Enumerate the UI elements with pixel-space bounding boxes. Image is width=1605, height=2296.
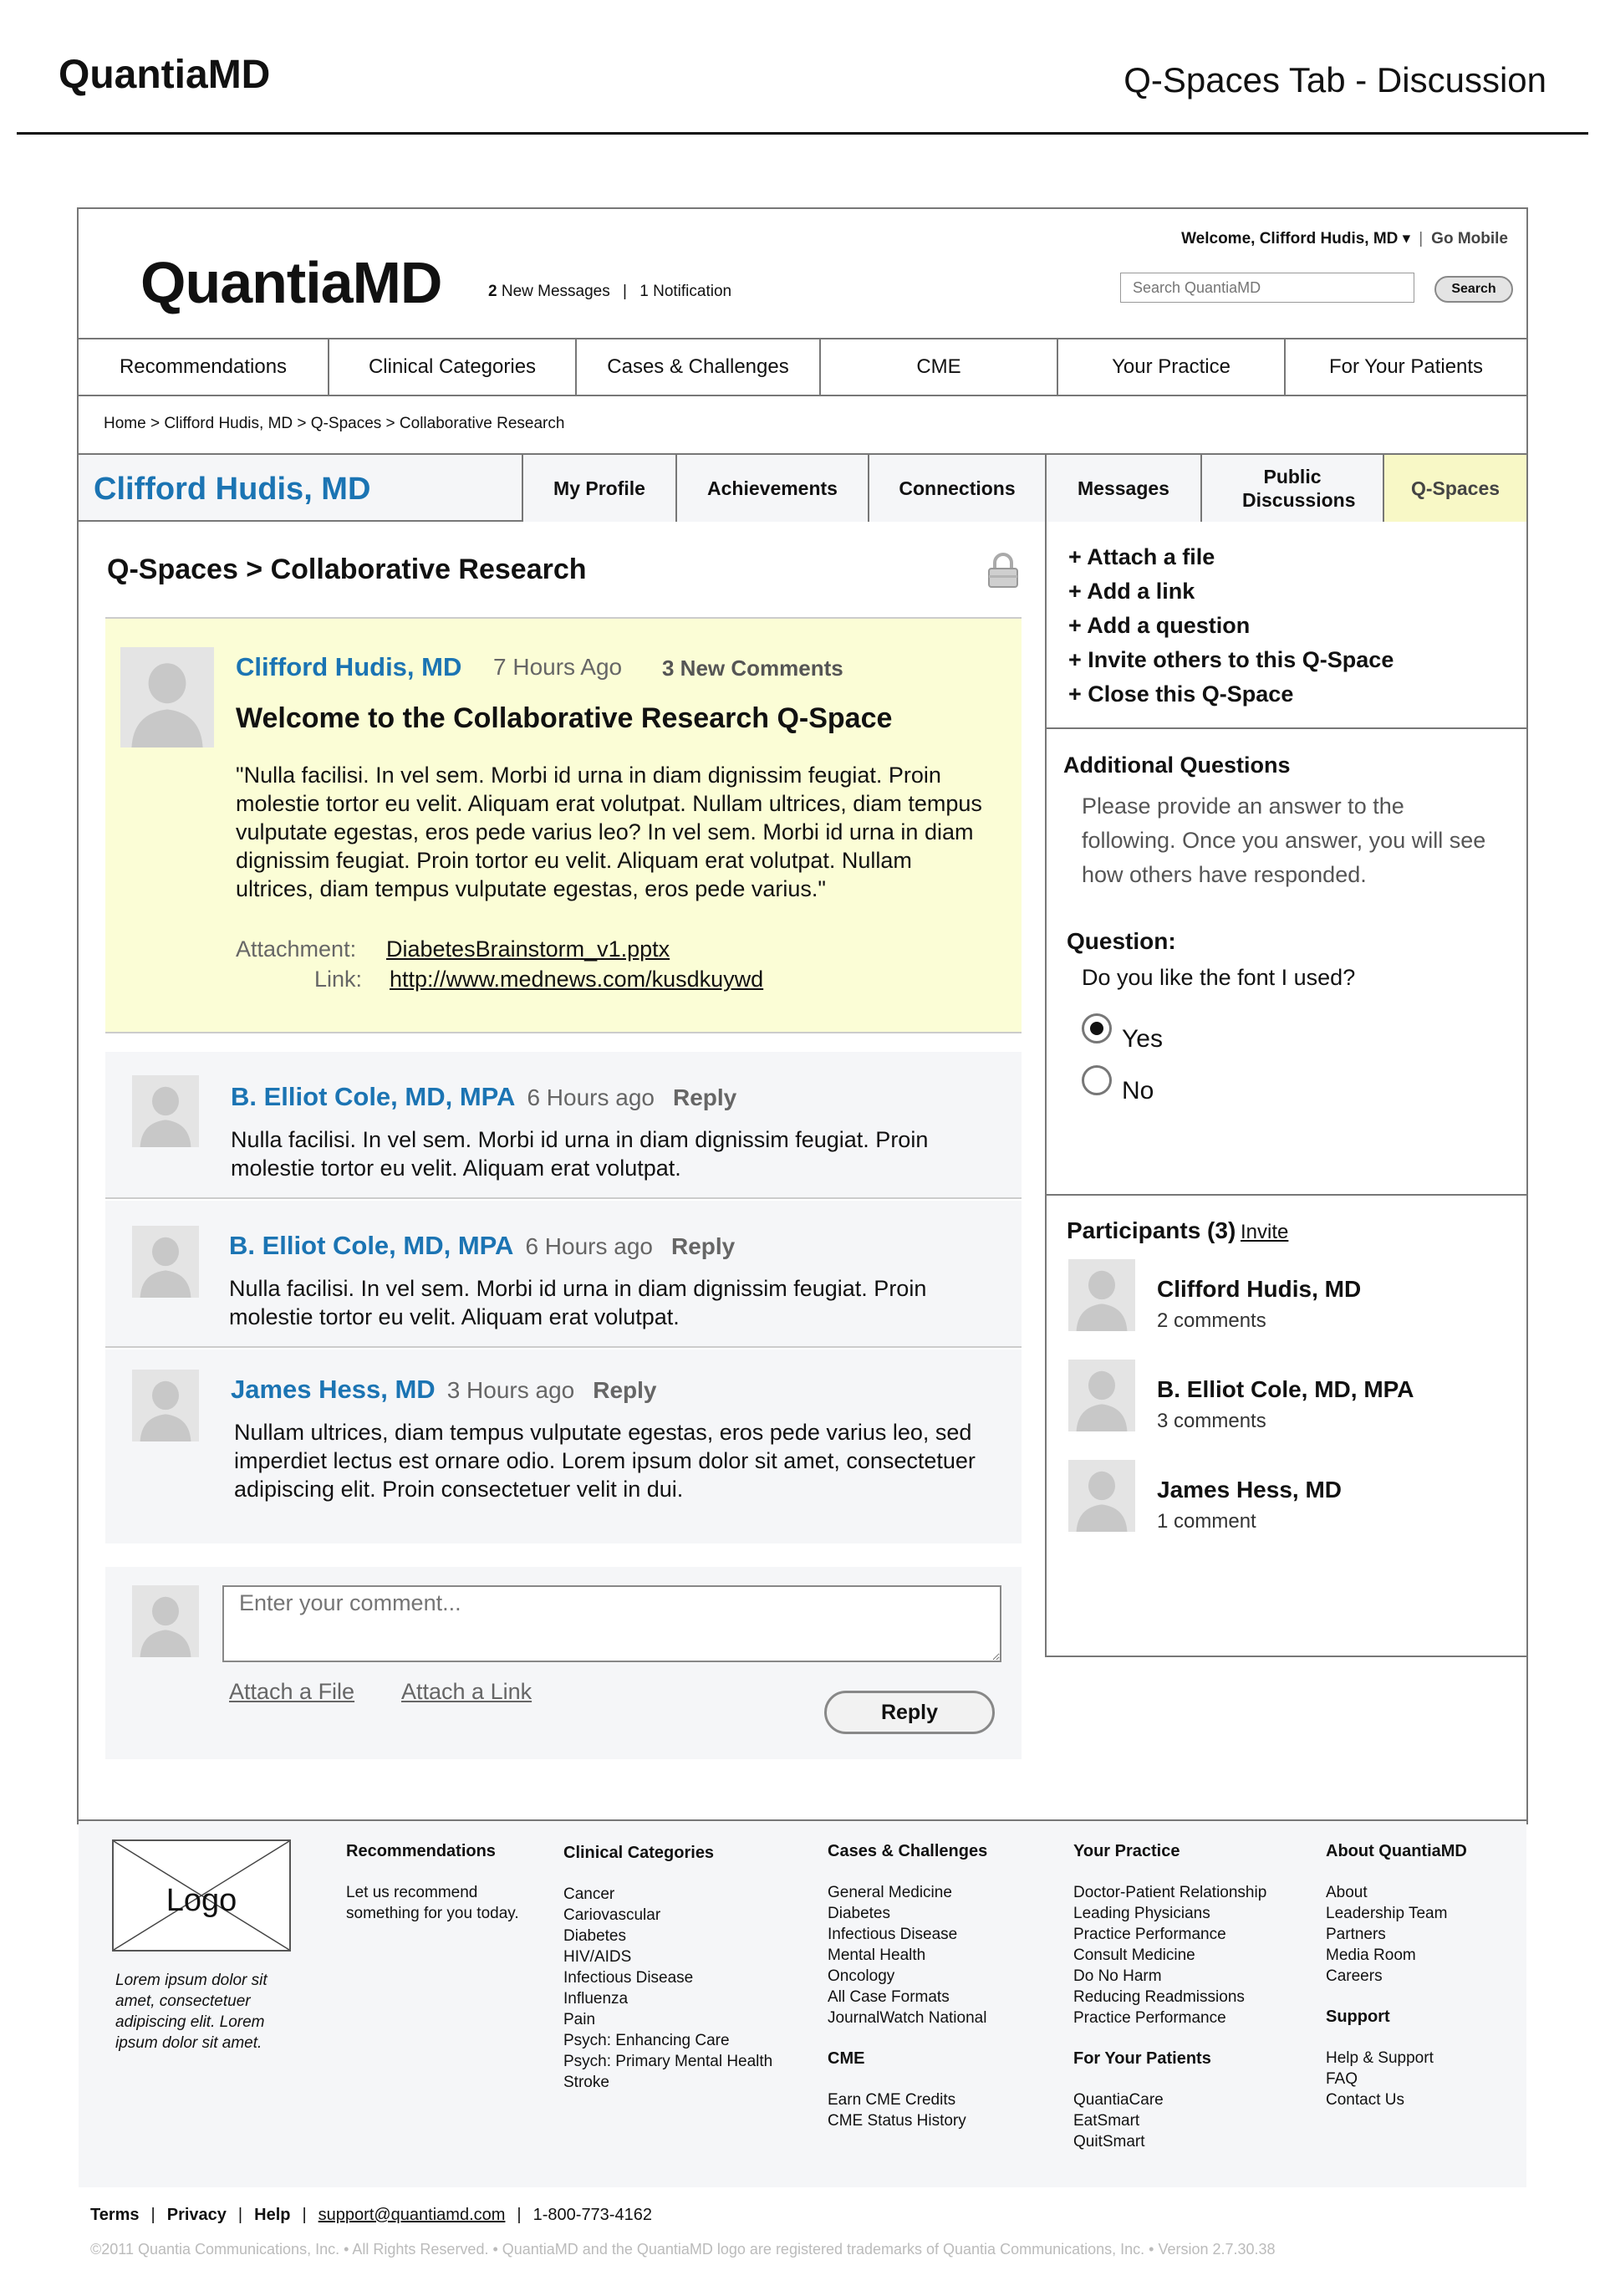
participant-comments: 3 comments (1157, 1410, 1266, 1432)
add-question-action[interactable]: + Add a question (1068, 613, 1251, 638)
nav-cme[interactable]: CME (821, 339, 1058, 395)
footer-heading[interactable]: Support (1326, 2008, 1390, 2026)
profile-name: Clifford Hudis, MD (94, 472, 371, 507)
tab-connections[interactable]: Connections (868, 455, 1045, 522)
comment-input[interactable] (222, 1585, 1001, 1662)
comment-author[interactable]: B. Elliot Cole, MD, MPA (229, 1231, 514, 1260)
notifications-link[interactable]: 1 Notification (639, 283, 732, 300)
footer-link[interactable]: Careers (1326, 1967, 1383, 1985)
footer-link[interactable]: Influenza (563, 1990, 629, 2008)
comment-header (231, 1375, 656, 1405)
tab-my-profile[interactable]: My Profile (522, 455, 675, 522)
footer-heading[interactable]: Clinical Categories (563, 1844, 715, 1862)
tab-messages[interactable]: Messages (1045, 455, 1200, 522)
new-comments-count[interactable]: 3 New Comments (662, 656, 843, 681)
document-subtitle: Q-Spaces Tab - Discussion (1124, 60, 1546, 99)
footer-link[interactable]: QuitSmart (1073, 2133, 1145, 2151)
comment-timestamp: 6 Hours ago (527, 1084, 655, 1110)
footer-heading[interactable]: Cases & Challenges (828, 1842, 988, 1860)
search-button[interactable]: Search (1434, 276, 1513, 303)
bottom-links: Terms | Privacy | Help | support@quantiamd.com | 1-800-773-4162 (90, 2206, 652, 2224)
attachment-link[interactable]: DiabetesBrainstorm_v1.pptx (386, 936, 670, 962)
notifications-area: 2 New Messages | 1 Notification (488, 283, 732, 300)
footer-link[interactable]: Mental Health (828, 1946, 926, 1964)
participant-name[interactable]: James Hess, MD (1157, 1477, 1343, 1503)
site-logo[interactable]: QuantiaMD (140, 250, 442, 315)
tab-achievements[interactable]: Achievements (675, 455, 868, 522)
footer-col-cases (828, 1841, 987, 2131)
close-q-space-action[interactable]: + Close this Q-Space (1068, 681, 1294, 707)
comment-header (229, 1231, 735, 1261)
nav-your-practice[interactable]: Your Practice (1058, 339, 1286, 395)
tab-q-spaces[interactable]: Q-Spaces (1383, 455, 1526, 522)
nav-clinical-categories[interactable]: Clinical Categories (329, 339, 577, 395)
comment-body: Nullam ultrices, diam tempus vulputate egestas, eros pede varius leo, sed imperdiet lectus est ornare odio. Lorem ipsum dolor sit amet, consectetuer adipiscing elit. Proin consectetuer velit in dui. (234, 1420, 976, 1502)
welcome-area: Welcome, Clifford Hudis, MD ▾ | Go Mobile (1181, 230, 1508, 247)
invite-link[interactable]: Invite (1241, 1221, 1289, 1243)
footer-link[interactable]: Infectious Disease (563, 1969, 694, 1987)
reply-link[interactable]: Reply (670, 1233, 736, 1259)
answer-no-label[interactable]: No (1122, 1077, 1154, 1105)
footer-link[interactable]: something for you today. (346, 1905, 519, 1922)
footer-link[interactable]: FAQ (1326, 2070, 1358, 2088)
footer-link[interactable]: HIV/AIDS (563, 1948, 632, 1966)
footer-blurb: Lorem ipsum dolor sit amet, consectetuer adipiscing elit. Lorem ipsum dolor sit amet. (115, 1972, 268, 2052)
support-phone: 1-800-773-4162 (532, 2206, 652, 2224)
footer-logo[interactable] (112, 1839, 291, 1952)
footer-heading[interactable]: About QuantiaMD (1326, 1842, 1467, 1860)
sidebar-divider (1047, 727, 1526, 729)
help-link[interactable]: Help (254, 2206, 291, 2224)
comment-timestamp: 6 Hours ago (525, 1233, 653, 1259)
footer-heading[interactable]: Recommendations (346, 1842, 496, 1860)
answer-yes-radio[interactable] (1082, 1013, 1112, 1043)
add-link-action[interactable]: + Add a link (1068, 579, 1195, 604)
q-space-title: Q-Spaces > Collaborative Research (107, 554, 587, 585)
footer-link[interactable]: Consult Medicine (1073, 1946, 1195, 1964)
footer-logo-text: Logo (166, 1883, 237, 1918)
footer-link[interactable]: General Medicine (828, 1884, 952, 1901)
question-text: Do you like the font I used? (1082, 965, 1356, 990)
footer-link[interactable]: Infectious Disease (828, 1926, 958, 1943)
page-frame (77, 207, 1528, 2151)
footer-col-clinical-categories (563, 1843, 772, 2093)
footer-link[interactable]: Diabetes (563, 1927, 626, 1945)
column-divider (1045, 522, 1047, 1657)
footer-link[interactable]: Let us recommend (346, 1884, 478, 1901)
additional-questions-title: Additional Questions (1063, 753, 1291, 778)
additional-questions-description: Please provide an answer to the following. Once you answer, you will see how others have responded. (1082, 793, 1486, 887)
support-email-link[interactable]: support@quantiamd.com (318, 2206, 506, 2224)
post-title: Welcome to the Collaborative Research Q-Space (236, 702, 893, 734)
footer-link[interactable]: QuantiaCare (1073, 2091, 1164, 2109)
nav-for-your-patients[interactable]: For Your Patients (1328, 355, 1484, 378)
avatar (132, 1585, 199, 1657)
comment-author[interactable]: James Hess, MD (231, 1375, 436, 1404)
avatar[interactable] (1068, 1360, 1135, 1431)
document-divider (17, 132, 1588, 135)
breadcrumb[interactable]: Home > Clifford Hudis, MD > Q-Spaces > Collaborative Research (104, 415, 565, 432)
tab-public-discussions[interactable] (1200, 455, 1383, 522)
footer-link[interactable]: Contact Us (1326, 2091, 1404, 2109)
lock-icon (986, 552, 1020, 589)
comment-body: Nulla facilisi. In vel sem. Morbi id urna in diam dignissim feugiat. Proin molestie tortor eu velit. Aliquam erat volutpat. (229, 1276, 927, 1329)
answer-yes-label[interactable]: Yes (1122, 1025, 1163, 1053)
footer-link[interactable]: Partners (1326, 1926, 1386, 1943)
footer-link[interactable]: Psych: Enhancing Care (563, 2032, 730, 2049)
footer-link[interactable]: Doctor-Patient Relationship (1073, 1884, 1267, 1901)
comment-entry (105, 1567, 1022, 1759)
footer-link[interactable]: Cancer (563, 1885, 615, 1903)
footer-link[interactable]: JournalWatch National (828, 2009, 987, 2027)
sidebar-divider (1047, 1194, 1526, 1196)
footer-link[interactable]: Reducing Readmissions (1073, 1988, 1245, 2006)
sidebar-bottom-border (1045, 1656, 1526, 1657)
comment (105, 1052, 1022, 1199)
footer-link[interactable]: Diabetes (828, 1905, 890, 1922)
nav-cases-challenges[interactable]: Cases & Challenges (577, 339, 821, 395)
post-url-link[interactable]: http://www.mednews.com/kusdkuywd (390, 967, 764, 992)
participant-name[interactable]: B. Elliot Cole, MD, MPA (1157, 1376, 1414, 1402)
avatar[interactable] (1068, 1460, 1135, 1532)
privacy-link[interactable]: Privacy (166, 2206, 227, 2224)
reply-link[interactable]: Reply (672, 1084, 737, 1110)
attach-file-link[interactable]: Attach a File (229, 1679, 355, 1704)
footer-link[interactable]: Leadership Team (1326, 1905, 1448, 1922)
footer-link[interactable]: Media Room (1326, 1946, 1416, 1964)
post-body: "Nulla facilisi. In vel sem. Morbi id urna in diam dignissim feugiat. Proin molestie tortor eu velit. Aliquam erat volutpat. Nullam ultrices, diam tempus vulputate egestas, eros pede varius leo? In vel sem. Morbi id urna in diam dignissim feugiat. Proin tortor eu velit. Aliquam erat volutpat. Nullam ultrices, diam tempus vulputate egestas, eros pede varius." (236, 763, 982, 901)
reply-link[interactable]: Reply (593, 1377, 657, 1403)
comment-header (231, 1082, 736, 1112)
main-post (105, 617, 1022, 1033)
footer-link[interactable]: Leading Physicians (1073, 1905, 1210, 1922)
tab-public-discussions-label: Public Discussions (1242, 466, 1356, 511)
user-menu[interactable]: Welcome, Clifford Hudis, MD ▾ (1181, 230, 1411, 247)
footer-col-your-practice (1073, 1841, 1266, 2152)
footer-link[interactable]: Psych: Primary Mental Health (563, 2053, 773, 2070)
avatar[interactable] (132, 1226, 199, 1298)
avatar[interactable] (132, 1370, 199, 1441)
footer-link[interactable]: Stroke (563, 2074, 609, 2091)
footer-link[interactable]: Practice Performance (1073, 2009, 1226, 2027)
comment (105, 1201, 1022, 1348)
footer-link[interactable]: Practice Performance (1073, 1926, 1226, 1943)
footer-heading[interactable]: For Your Patients (1073, 2049, 1211, 2068)
search-input[interactable] (1120, 273, 1414, 303)
new-messages-link[interactable]: New Messages (501, 283, 610, 300)
question-label: Question: (1067, 928, 1176, 954)
footer-link[interactable]: Help & Support (1326, 2049, 1434, 2067)
footer-link[interactable]: CME Status History (828, 2112, 966, 2130)
participant-comments: 2 comments (1157, 1309, 1266, 1332)
comment-body: Nulla facilisi. In vel sem. Morbi id urna in diam dignissim feugiat. Proin molestie tortor eu velit. Aliquam erat volutpat. (231, 1127, 929, 1181)
participant-comments: 1 comment (1157, 1510, 1256, 1533)
footer-heading[interactable]: CME (828, 2049, 865, 2068)
comment-timestamp: 3 Hours ago (446, 1377, 575, 1403)
post-timestamp: 7 Hours Ago (493, 654, 623, 680)
go-mobile-link[interactable]: Go Mobile (1431, 230, 1508, 247)
footer-link[interactable]: Cariovascular (563, 1906, 661, 1924)
participant-name[interactable]: Clifford Hudis, MD (1157, 1276, 1362, 1302)
footer-link[interactable]: Earn CME Credits (828, 2091, 956, 2109)
comment (105, 1350, 1022, 1543)
nav-recommendations[interactable]: Recommendations (79, 339, 329, 395)
footer-link[interactable]: Do No Harm (1073, 1967, 1162, 1985)
post-author[interactable]: Clifford Hudis, MD (236, 652, 462, 681)
footer-link[interactable]: Oncology (828, 1967, 895, 1985)
attachment-label: Attachment: (236, 936, 357, 962)
link-label: Link: (314, 967, 363, 992)
attach-file-action[interactable]: + Attach a file (1068, 544, 1215, 569)
footer-link[interactable]: EatSmart (1073, 2112, 1140, 2130)
document-title: QuantiaMD (59, 53, 271, 97)
q-space-actions (1068, 540, 1394, 712)
invite-others-action[interactable]: + Invite others to this Q-Space (1068, 647, 1394, 672)
comment-author[interactable]: B. Elliot Cole, MD, MPA (231, 1082, 516, 1111)
answer-no-radio[interactable] (1082, 1065, 1112, 1095)
footer-link[interactable]: All Case Formats (828, 1988, 950, 2006)
footer-col-about (1326, 1841, 1467, 2110)
footer-heading[interactable]: Your Practice (1073, 1842, 1180, 1860)
footer (79, 1819, 1526, 2187)
profile-bar (79, 455, 1526, 522)
participants-title: Participants (3) (1067, 1217, 1236, 1243)
footer-col-recommendations (346, 1841, 519, 1924)
attach-link-link[interactable]: Attach a Link (401, 1679, 532, 1704)
profile-tabs (522, 455, 1526, 522)
footer-link[interactable]: About (1326, 1884, 1368, 1901)
copyright: ©2011 Quantia Communications, Inc. • All Rights Reserved. • QuantiaMD and the QuantiaMD logo are registered trademarks of Quantia Communications, Inc. • Version 2.7.30.38 (90, 2241, 1276, 2258)
avatar[interactable] (120, 647, 214, 747)
main-nav (79, 338, 1526, 396)
footer-link[interactable]: Pain (563, 2011, 596, 2028)
reply-button[interactable]: Reply (824, 1691, 995, 1734)
terms-link[interactable]: Terms (90, 2206, 140, 2224)
new-messages-count: 2 (488, 283, 497, 300)
avatar[interactable] (132, 1075, 199, 1147)
avatar[interactable] (1068, 1259, 1135, 1331)
